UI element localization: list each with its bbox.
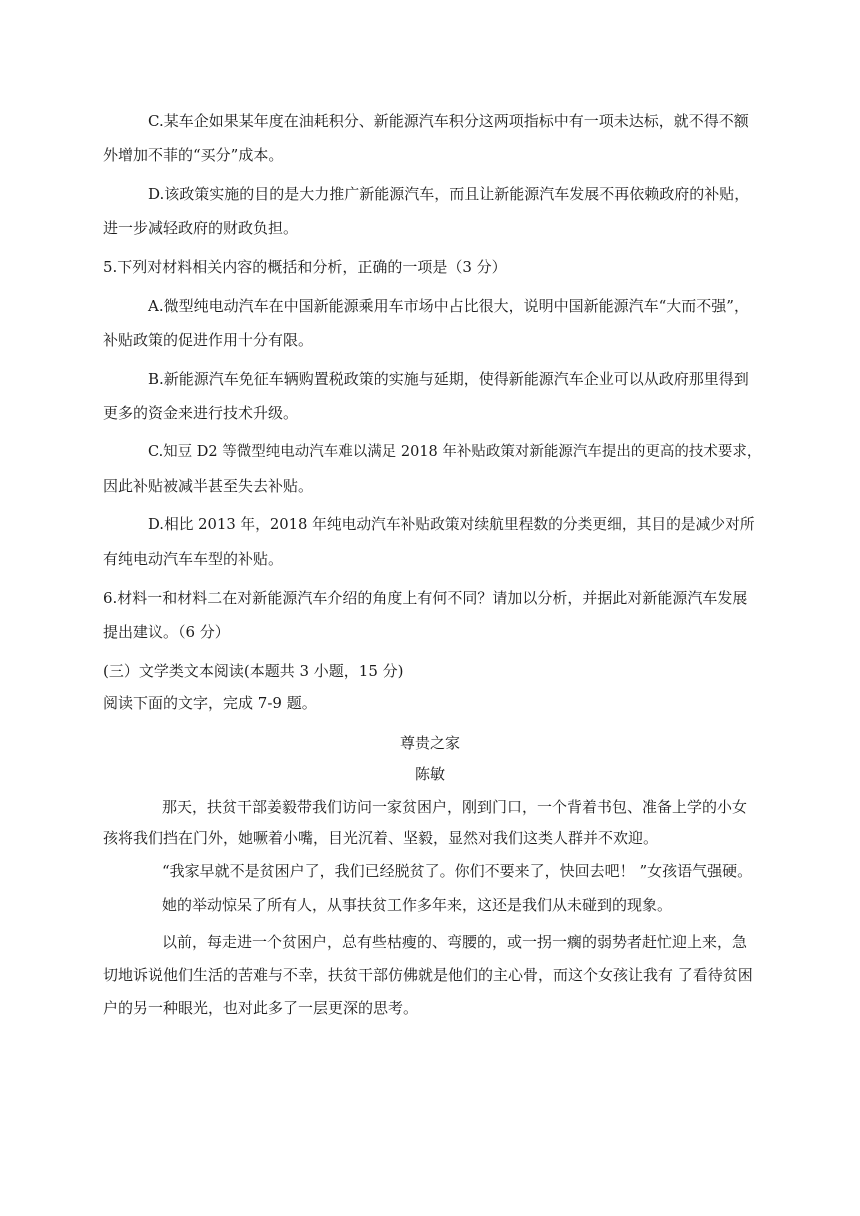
option-b-q5-line1: B.新能源汽车免征车辆购置税政策的实施与延期，使得新能源汽车企业可以从政府那里得到 [148,370,749,388]
question-6-line2: 提出建议。（6 分） [103,623,230,641]
option-c-q5-line1: C.知豆 D2 等微型纯电动汽车难以满足 2018 年补贴政策对新能源汽车提出的更高的技术要求， [148,444,762,460]
option-d-q4-line1: D.该政策实施的目的是大力推广新能源汽车，而且让新能源汽车发展不再依赖政府的补贴， [148,185,750,203]
option-d-q5-line2: 有纯电动汽车车型的补贴。 [103,550,284,568]
option-b-q5-line2: 更多的资金来进行技术升级。 [103,404,299,422]
question-6-line1: 6.材料一和材料二在对新能源汽车介绍的角度上有何不同？请加以分析，并据此对新能源汽车发展 [103,589,748,607]
paragraph-1-line1: 那天，扶贫干部姜毅带我们访问一家贫困户，刚到门口，一个背着书包、准备上学的小女 [162,798,748,816]
option-c-q4-line2: 外增加不菲的“买分”成本。 [103,146,284,164]
section-heading: (三）文学类文本阅读(本题共 3 小题，15 分) [103,662,404,680]
paragraph-4-line3: 户的另一种眼光，也对此多了一层更深的思考。 [103,999,419,1017]
option-a-q5-line2: 补贴政策的促进作用十分有限。 [103,331,314,349]
reading-instruction: 阅读下面的文字，完成 7-9 题。 [103,694,317,712]
option-a-q5-line1: A.微型纯电动汽车在中国新能源乘用车市场中占比很大，说明中国新能源汽车“大而不强”， [148,297,749,315]
option-c-q5-line2: 因此补贴被减半甚至失去补贴。 [103,477,314,495]
paragraph-4-line1: 以前，每走进一个贫困户，总有些枯瘦的、弯腰的，或一拐一瘸的弱势者赶忙迎上来，急 [162,933,748,951]
paragraph-2: “我家早就不是贫困户了，我们已经脱贫了。你们不要来了，快回去吧！ ”女孩语气强硬。 [162,862,753,880]
question-5: 5.下列对材料相关内容的概括和分析，正确的一项是（3 分） [103,258,507,276]
paragraph-1-line2: 孩将我们挡在门外，她噘着小嘴，目光沉着、坚毅，显然对我们这类人群并不欢迎。 [103,829,659,847]
option-c-q4-line1: C.某车企如果某年度在油耗积分、新能源汽车积分这两项指标中有一项未达标，就不得不额 [148,112,749,130]
paragraph-3: 她的举动惊呆了所有人，从事扶贫工作多年来，这还是我们从未碰到的现象。 [162,896,673,914]
story-title: 尊贵之家 [399,734,460,752]
story-author: 陈敏 [414,765,445,783]
paragraph-4-line2: 切地诉说他们生活的苦难与不幸，扶贫干部仿佛就是他们的主心骨，而这个女孩让我有 了看待贫困 [103,966,753,984]
option-d-q4-line2: 进一步减轻政府的财政负担。 [103,219,299,237]
option-d-q5-line1: D.相比 2013 年，2018 年纯电动汽车补贴政策对续航里程数的分类更细，其目的是减少对所 [148,516,755,533]
